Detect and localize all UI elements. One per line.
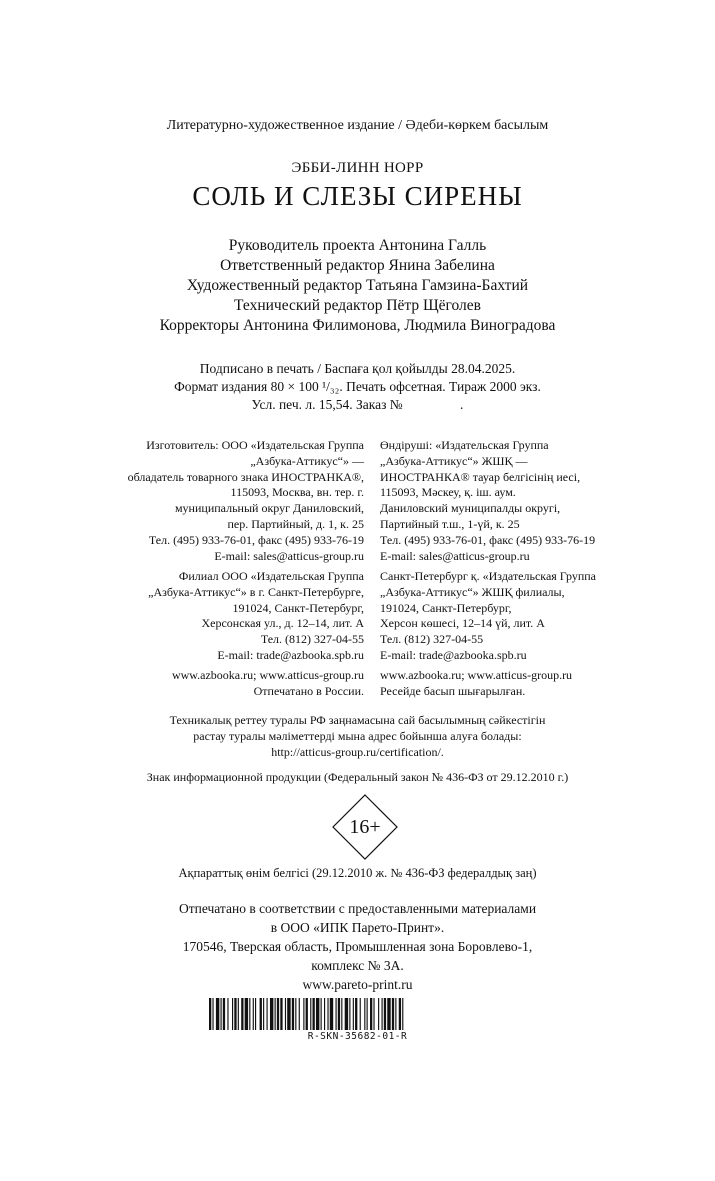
certification-line: http://atticus-group.ru/certification/. bbox=[271, 745, 444, 759]
printed-by-line: 170546, Тверская область, Промышленная зона Боровлево-1, bbox=[182, 939, 533, 954]
barcode-bar bbox=[285, 998, 286, 1030]
print-info bbox=[0, 360, 715, 414]
barcode-bar bbox=[270, 998, 273, 1030]
branch-ru-line: Херсонская ул., д. 12–14, лит. А bbox=[201, 616, 364, 631]
barcode-bar bbox=[313, 998, 315, 1030]
barcode-bar bbox=[327, 998, 328, 1030]
barcode-bar bbox=[277, 998, 279, 1030]
manufacturer-ru-line: Тел. (495) 933-76-01, факс (495) 933-76-19 bbox=[148, 532, 364, 547]
barcode-bar bbox=[253, 998, 254, 1030]
branch-ru-line: Тел. (812) 327-04-55 bbox=[260, 632, 364, 647]
barcode-bar bbox=[280, 998, 282, 1030]
barcode-bar bbox=[212, 998, 213, 1030]
credits-block bbox=[0, 236, 715, 336]
credit-line: Руководитель проекта Антонина Галль bbox=[228, 237, 487, 254]
printed-by-line: в ООО «ИПК Парето-Принт». bbox=[270, 920, 445, 935]
barcode-bar bbox=[263, 998, 264, 1030]
barcode bbox=[209, 998, 507, 1030]
manufacturer-ru-line: 115093, Москва, вн. тер. г. bbox=[230, 485, 364, 500]
barcode-bar bbox=[330, 998, 333, 1030]
print-info-line: Формат издания 80 × 100 ¹/₃₂. Печать офсетная. Тираж 2000 экз. bbox=[174, 379, 541, 394]
printed-by-line: Отпечатано в соответствии с предоставленными материалами bbox=[178, 901, 537, 916]
branch-ru-line: E-mail: trade@azbooka.spb.ru bbox=[217, 647, 364, 662]
age-rating-text: 16+ bbox=[349, 815, 381, 838]
manufacturer-ru bbox=[100, 438, 364, 564]
certification-line: растау туралы мәліметтерді мына адрес бойынша алуға болады: bbox=[193, 729, 522, 743]
branch-ru bbox=[100, 569, 364, 664]
author-name: ЭББИ-ЛИНН НОРР bbox=[291, 160, 424, 176]
barcode-bar bbox=[336, 998, 337, 1030]
barcode-bar bbox=[227, 998, 228, 1030]
barcode-bar bbox=[299, 998, 300, 1030]
barcode-bar bbox=[399, 998, 401, 1030]
branch-ru-line: 191024, Санкт-Петербург, bbox=[232, 600, 364, 615]
barcode-bar bbox=[387, 998, 390, 1030]
barcode-bar bbox=[360, 998, 361, 1030]
print-info-line: Усл. печ. л. 15,54. Заказ № . bbox=[251, 397, 464, 412]
barcode-code: R-SKN-35682-01-R bbox=[307, 1031, 408, 1042]
web-kz-line: Ресейде басып шығарылған. bbox=[380, 683, 526, 698]
barcode-bar bbox=[321, 998, 322, 1030]
barcode-bar bbox=[353, 998, 354, 1030]
barcode-bar bbox=[395, 998, 396, 1030]
manufacturer-ru-line: обладатель товарного знака ИНОСТРАНКА®, bbox=[127, 469, 364, 484]
manufacturer-ru-line: пер. Партийный, д. 1, к. 25 bbox=[227, 516, 364, 531]
manufacturer-kz-line: Өндіруші: «Издательская Группа bbox=[380, 438, 549, 452]
series-line: Литературно-художественное издание / Әдеби-көркем басылым bbox=[166, 118, 549, 133]
manufacturer-kz-line: Партийный т.ш., 1-үй, к. 25 bbox=[380, 516, 520, 531]
manufacturer-kz bbox=[380, 438, 680, 564]
web-ru-line: Отпечатано в России. bbox=[253, 683, 364, 698]
certification-note bbox=[0, 712, 715, 760]
branch-kz-line: 191024, Санкт-Петербург, bbox=[380, 600, 512, 615]
barcode-bar bbox=[392, 998, 394, 1030]
barcode-bar bbox=[384, 998, 386, 1030]
book-title: СОЛЬ И СЛЕЗЫ СИРЕНЫ bbox=[192, 181, 523, 211]
barcode-bar bbox=[349, 998, 350, 1030]
barcode-bar bbox=[255, 998, 256, 1030]
certification-line: Техникалық реттеу туралы РФ заңнамасына сай басылымның сәйкестігін bbox=[169, 713, 546, 727]
manufacturer-kz-line: Тел. (495) 933-76-01, факс (495) 933-76-19 bbox=[380, 532, 596, 547]
credit-line: Корректоры Антонина Филимонова, Людмила Виноградова bbox=[159, 317, 556, 334]
credit-line: Ответственный редактор Янина Забелина bbox=[220, 257, 495, 274]
barcode-bar bbox=[382, 998, 383, 1030]
branch-kz bbox=[380, 569, 680, 664]
barcode-bar bbox=[316, 998, 319, 1030]
barcode-bar bbox=[324, 998, 325, 1030]
printed-by bbox=[0, 899, 715, 994]
age-rating-badge bbox=[332, 794, 398, 860]
barcode-bar bbox=[402, 998, 403, 1030]
branch-ru-line: „Азбука-Аттикус“» в г. Санкт-Петербурге, bbox=[148, 584, 364, 599]
credit-line: Технический редактор Пётр Щёголев bbox=[234, 297, 481, 314]
barcode-bar bbox=[209, 998, 211, 1030]
print-info-line: Подписано в печать / Баспаға қол қойылды 28.04.2025. bbox=[199, 361, 516, 376]
barcode-bar bbox=[355, 998, 357, 1030]
barcode-icon bbox=[209, 998, 507, 1030]
barcode-bar bbox=[234, 998, 236, 1030]
barcode-bar bbox=[223, 998, 225, 1030]
web-kz bbox=[380, 668, 680, 700]
manufacturer-ru-line: „Азбука-Аттикус“» — bbox=[250, 453, 364, 468]
barcode-bar bbox=[232, 998, 233, 1030]
barcode-bar bbox=[245, 998, 248, 1030]
web-kz-line: www.azbooka.ru; www.atticus-group.ru bbox=[380, 668, 573, 682]
manufacturer-ru-line: Изготовитель: ООО «Издательская Группа bbox=[146, 438, 364, 452]
barcode-bar bbox=[216, 998, 219, 1030]
branch-kz-line: „Азбука-Аттикус“» ЖШҚ филиалы, bbox=[380, 584, 565, 599]
barcode-bar bbox=[303, 998, 304, 1030]
barcode-bar bbox=[373, 998, 374, 1030]
branch-kz-line: Санкт-Петербург қ. «Издательская Группа bbox=[380, 569, 596, 583]
barcode-bar bbox=[295, 998, 296, 1030]
barcode-bar bbox=[238, 998, 239, 1030]
barcode-bar bbox=[378, 998, 379, 1030]
manufacturer-kz-line: 115093, Мәскеу, қ. іш. аум. bbox=[380, 485, 516, 500]
manufacturer-kz-line: E-mail: sales@atticus-group.ru bbox=[380, 548, 530, 563]
barcode-bar bbox=[345, 998, 348, 1030]
barcode-bar bbox=[341, 998, 342, 1030]
printed-by-line: комплекс № 3А. bbox=[311, 958, 404, 973]
barcode-bar bbox=[292, 998, 294, 1030]
manufacturer-kz-line: ИНОСТРАНКА® тауар белгісінің иесі, bbox=[380, 469, 581, 484]
barcode-bar bbox=[260, 998, 262, 1030]
manufacturer-kz-line: Даниловский муниципалды округі, bbox=[380, 501, 561, 516]
info-sign-ru: Знак информационной продукции (Федеральный закон № 436-ФЗ от 29.12.2010 г.) bbox=[146, 770, 569, 784]
manufacturer-ru-line: E-mail: sales@atticus-group.ru bbox=[214, 548, 364, 563]
manufacturer-ru-line: муниципальный округ Даниловский, bbox=[174, 501, 364, 516]
info-sign-kz: Ақпараттық өнім белгісі (29.12.2010 ж. № 436-ФЗ федералдық заң) bbox=[178, 866, 537, 880]
manufacturer-kz-line: „Азбука-Аттикус“» ЖШҚ — bbox=[380, 453, 528, 468]
barcode-bar bbox=[367, 998, 368, 1030]
branch-kz-line: Херсон көшесі, 12–14 үй, лит. А bbox=[380, 616, 545, 631]
printed-by-line: www.pareto-print.ru bbox=[302, 977, 413, 992]
barcode-bar bbox=[267, 998, 268, 1030]
branch-ru-line: Филиал ООО «Издательская Группа bbox=[178, 569, 364, 583]
branch-kz-line: E-mail: trade@azbooka.spb.ru bbox=[380, 647, 527, 662]
web-ru bbox=[100, 668, 364, 700]
barcode-bar bbox=[287, 998, 290, 1030]
barcode-bar bbox=[306, 998, 308, 1030]
branch-kz-line: Тел. (812) 327-04-55 bbox=[380, 632, 484, 647]
credit-line: Художественный редактор Татьяна Гамзина-Бахтий bbox=[186, 277, 529, 294]
barcode-bar bbox=[241, 998, 243, 1030]
barcode-bar bbox=[364, 998, 365, 1030]
barcode-bar bbox=[310, 998, 311, 1030]
barcode-bar bbox=[249, 998, 250, 1030]
barcode-bar bbox=[275, 998, 276, 1030]
web-ru-line: www.azbooka.ru; www.atticus-group.ru bbox=[171, 668, 364, 682]
barcode-bar bbox=[221, 998, 222, 1030]
barcode-bar bbox=[338, 998, 340, 1030]
barcode-bar bbox=[370, 998, 372, 1030]
